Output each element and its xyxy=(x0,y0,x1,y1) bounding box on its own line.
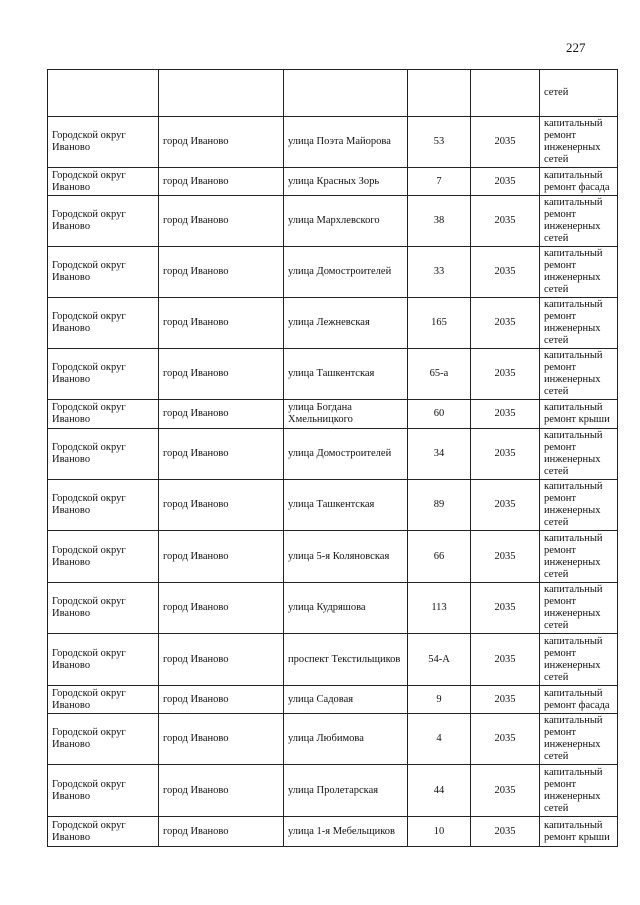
district-cell: Городской округ Иваново xyxy=(48,247,159,298)
year-cell: 2035 xyxy=(471,480,540,531)
table-row xyxy=(48,714,618,765)
city-cell: город Иваново xyxy=(159,168,284,196)
work-cell: сетей xyxy=(540,70,618,117)
work-cell: капитальный ремонт инженерных сетей xyxy=(540,117,618,168)
table-row xyxy=(48,168,618,196)
table-row xyxy=(48,429,618,480)
district-cell: Городской округ Иваново xyxy=(48,298,159,349)
house-cell: 9 xyxy=(408,686,471,714)
street-cell: улица Любимова xyxy=(284,714,408,765)
table-row xyxy=(48,298,618,349)
district-cell: Городской округ Иваново xyxy=(48,583,159,634)
year-cell: 2035 xyxy=(471,583,540,634)
district-cell: Городской округ Иваново xyxy=(48,168,159,196)
table-row xyxy=(48,247,618,298)
district-cell: Городской округ Иваново xyxy=(48,686,159,714)
work-cell: капитальный ремонт инженерных сетей xyxy=(540,196,618,247)
district-cell: Городской округ Иваново xyxy=(48,400,159,429)
house-cell: 53 xyxy=(408,117,471,168)
work-cell: капитальный ремонт инженерных сетей xyxy=(540,583,618,634)
work-cell: капитальный ремонт инженерных сетей xyxy=(540,349,618,400)
district-cell: Городской округ Иваново xyxy=(48,429,159,480)
work-cell: капитальный ремонт инженерных сетей xyxy=(540,634,618,686)
work-cell: капитальный ремонт крыши xyxy=(540,400,618,429)
house-cell: 7 xyxy=(408,168,471,196)
table-row xyxy=(48,686,618,714)
work-cell: капитальный ремонт фасада xyxy=(540,168,618,196)
city-cell: город Иваново xyxy=(159,480,284,531)
city-cell: город Иваново xyxy=(159,429,284,480)
house-cell: 66 xyxy=(408,531,471,583)
year-cell: 2035 xyxy=(471,168,540,196)
city-cell: город Иваново xyxy=(159,298,284,349)
table-row xyxy=(48,531,618,583)
house-cell xyxy=(408,70,471,117)
city-cell xyxy=(159,70,284,117)
district-cell: Городской округ Иваново xyxy=(48,480,159,531)
city-cell: город Иваново xyxy=(159,117,284,168)
work-cell: капитальный ремонт фасада xyxy=(540,686,618,714)
street-cell: улица Лежневская xyxy=(284,298,408,349)
year-cell: 2035 xyxy=(471,247,540,298)
house-cell: 34 xyxy=(408,429,471,480)
year-cell: 2035 xyxy=(471,349,540,400)
street-cell: улица Домостроителей xyxy=(284,429,408,480)
house-cell: 4 xyxy=(408,714,471,765)
table-row xyxy=(48,196,618,247)
city-cell: город Иваново xyxy=(159,349,284,400)
table-row xyxy=(48,765,618,817)
street-cell: улица Ташкентская xyxy=(284,480,408,531)
table-row xyxy=(48,117,618,168)
city-cell: город Иваново xyxy=(159,400,284,429)
year-cell: 2035 xyxy=(471,429,540,480)
house-cell: 113 xyxy=(408,583,471,634)
table-row xyxy=(48,817,618,847)
work-cell: капитальный ремонт инженерных сетей xyxy=(540,531,618,583)
city-cell: город Иваново xyxy=(159,247,284,298)
district-cell: Городской округ Иваново xyxy=(48,196,159,247)
street-cell: улица Домостроителей xyxy=(284,247,408,298)
table-row xyxy=(48,349,618,400)
street-cell: улица Мархлевского xyxy=(284,196,408,247)
work-cell: капитальный ремонт инженерных сетей xyxy=(540,714,618,765)
district-cell: Городской округ Иваново xyxy=(48,714,159,765)
city-cell: город Иваново xyxy=(159,196,284,247)
district-cell: Городской округ Иваново xyxy=(48,817,159,847)
year-cell: 2035 xyxy=(471,298,540,349)
district-cell: Городской округ Иваново xyxy=(48,531,159,583)
year-cell: 2035 xyxy=(471,196,540,247)
year-cell: 2035 xyxy=(471,531,540,583)
street-cell: улица Ташкентская xyxy=(284,349,408,400)
city-cell: город Иваново xyxy=(159,531,284,583)
house-cell: 54-А xyxy=(408,634,471,686)
street-cell xyxy=(284,70,408,117)
year-cell: 2035 xyxy=(471,400,540,429)
house-cell: 60 xyxy=(408,400,471,429)
street-cell: проспект Текстильщиков xyxy=(284,634,408,686)
repair-schedule-table xyxy=(47,69,618,847)
continuation-row xyxy=(48,70,618,117)
house-cell: 10 xyxy=(408,817,471,847)
year-cell: 2035 xyxy=(471,765,540,817)
district-cell: Городской округ Иваново xyxy=(48,765,159,817)
house-cell: 38 xyxy=(408,196,471,247)
year-cell: 2035 xyxy=(471,117,540,168)
year-cell: 2035 xyxy=(471,817,540,847)
work-cell: капитальный ремонт инженерных сетей xyxy=(540,247,618,298)
district-cell xyxy=(48,70,159,117)
house-cell: 33 xyxy=(408,247,471,298)
page-number: 227 xyxy=(566,40,586,55)
street-cell: улица Богдана Хмельницкого xyxy=(284,400,408,429)
table-row xyxy=(48,634,618,686)
street-cell: улица 5-я Коляновская xyxy=(284,531,408,583)
table-row xyxy=(48,583,618,634)
street-cell: улица 1-я Мебельщиков xyxy=(284,817,408,847)
district-cell: Городской округ Иваново xyxy=(48,634,159,686)
house-cell: 44 xyxy=(408,765,471,817)
work-cell: капитальный ремонт инженерных сетей xyxy=(540,480,618,531)
work-cell: капитальный ремонт крыши xyxy=(540,817,618,847)
street-cell: улица Садовая xyxy=(284,686,408,714)
city-cell: город Иваново xyxy=(159,686,284,714)
work-cell: капитальный ремонт инженерных сетей xyxy=(540,298,618,349)
table-row xyxy=(48,400,618,429)
work-cell: капитальный ремонт инженерных сетей xyxy=(540,765,618,817)
year-cell: 2035 xyxy=(471,634,540,686)
year-cell: 2035 xyxy=(471,714,540,765)
work-cell: капитальный ремонт инженерных сетей xyxy=(540,429,618,480)
district-cell: Городской округ Иваново xyxy=(48,349,159,400)
city-cell: город Иваново xyxy=(159,817,284,847)
district-cell: Городской округ Иваново xyxy=(48,117,159,168)
year-cell xyxy=(471,70,540,117)
table-row xyxy=(48,480,618,531)
city-cell: город Иваново xyxy=(159,583,284,634)
house-cell: 89 xyxy=(408,480,471,531)
house-cell: 165 xyxy=(408,298,471,349)
street-cell: улица Пролетарская xyxy=(284,765,408,817)
house-cell: 65-а xyxy=(408,349,471,400)
city-cell: город Иваново xyxy=(159,714,284,765)
street-cell: улица Красных Зорь xyxy=(284,168,408,196)
year-cell: 2035 xyxy=(471,686,540,714)
city-cell: город Иваново xyxy=(159,634,284,686)
street-cell: улица Кудряшова xyxy=(284,583,408,634)
city-cell: город Иваново xyxy=(159,765,284,817)
street-cell: улица Поэта Майорова xyxy=(284,117,408,168)
